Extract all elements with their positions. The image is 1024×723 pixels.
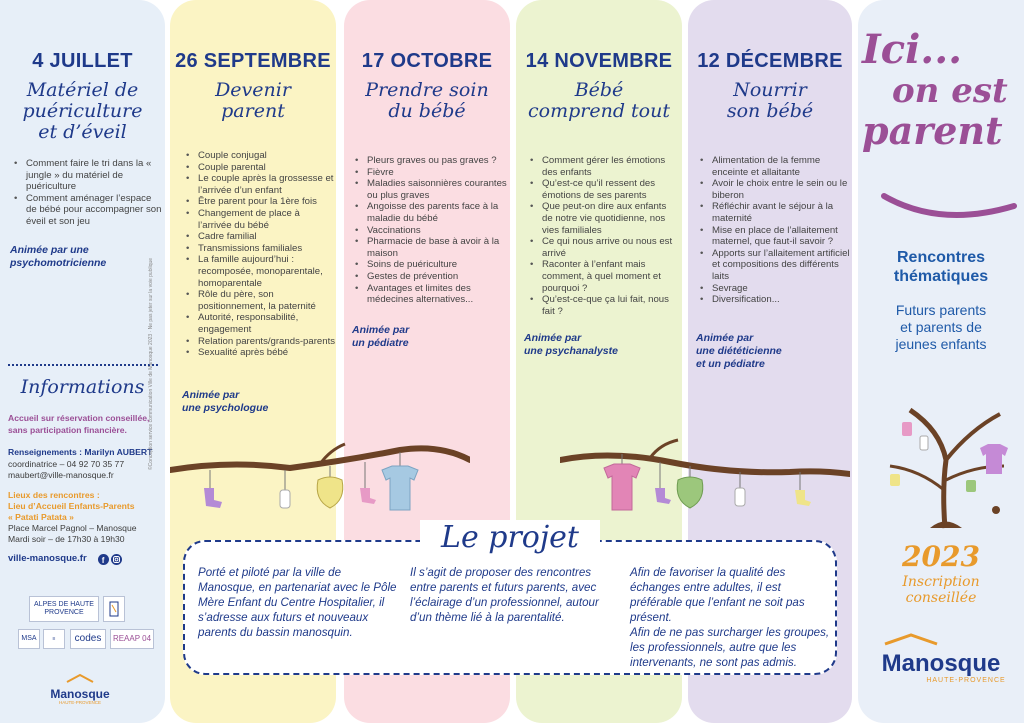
list-item: • Relation parents/grands-parents <box>186 336 336 348</box>
list-item: • Couple conjugal <box>186 150 336 162</box>
heading-line: Rencontres <box>896 249 986 266</box>
list-septembre <box>186 150 336 359</box>
theme-line: Prendre soin <box>365 79 489 101</box>
list-item: • Réfléchir avant le séjour à la maternité <box>700 201 850 224</box>
info-title: Informations <box>20 376 145 398</box>
list-item: • Mise en place de l’allaitement maternel, que faut-il savoir ? <box>700 225 850 248</box>
info-line: sans participation financière. <box>8 424 127 435</box>
logo-msa-text: MSA <box>21 635 37 642</box>
animator-line: un pédiatre <box>352 337 409 349</box>
list-novembre <box>530 155 678 317</box>
sock-icon <box>204 470 222 508</box>
list-item: • Ce qui nous arrive ou nous est arrivé <box>530 236 678 259</box>
manosque-small-sub: HAUTE-PROVENCE <box>58 700 101 705</box>
svg-text:f: f <box>101 556 105 565</box>
list-item: • Maladies saisonnières courantes ou plus graves <box>355 178 507 201</box>
logo-msa <box>18 629 40 649</box>
list-item: • La famille aujourd’hui : recomposée, monoparentale, homoparentale <box>186 254 336 289</box>
sock-icon <box>360 462 376 504</box>
theme-line: son bébé <box>726 100 814 122</box>
brand-line: on est <box>892 71 1008 111</box>
sock-icon <box>795 472 811 506</box>
logo-codes-text: codes <box>74 633 102 644</box>
animator-line: Animée par <box>524 332 582 344</box>
date-novembre: 14 NOVEMBRE <box>525 50 673 72</box>
inscription <box>858 574 1024 606</box>
logo-emblem <box>103 596 125 622</box>
list-item: • Fièvre <box>355 167 507 179</box>
instagram-icon[interactable] <box>111 552 122 570</box>
list-item: • Couple parental <box>186 162 336 174</box>
onesie-blue-icon <box>382 452 418 510</box>
list-item: • Avoir le choix entre le sein ou le biberon <box>700 178 850 201</box>
theme-line: du bébé <box>388 100 466 122</box>
logo-reaap-text: REAAP 04 <box>112 634 152 643</box>
logo-manosque-large <box>858 632 1024 684</box>
manosque-roof-icon <box>65 673 95 683</box>
theme-novembre <box>516 80 682 122</box>
list-item: • Avantages et limites des médecines alternatives... <box>355 283 507 306</box>
list-item: • Vaccinations <box>355 225 507 237</box>
contact-label: Renseignements : Marilyn AUBERT <box>8 447 153 457</box>
list-item: • Alimentation de la femme enceinte et allaitante <box>700 155 850 178</box>
animator-septembre <box>182 389 332 415</box>
list-item: • Comment faire le tri dans la « jungle » du matériel de puériculture <box>14 158 162 193</box>
animator-decembre <box>696 332 846 371</box>
credit-text: ©Conception service communication Ville de Manosque 2023 · Ne pas jeter sur la voie publique <box>148 257 154 470</box>
branch-right-illustration <box>560 430 850 530</box>
animator-line: psychomotricienne <box>10 257 107 269</box>
list-item: • Cadre familial <box>186 231 336 243</box>
list-item: • Apports sur l’allaitement artificiel et compositions des différents laits <box>700 248 850 283</box>
info-places <box>8 490 168 545</box>
inscription-line: conseillée <box>905 590 977 606</box>
list-item: • Diversification... <box>700 294 850 306</box>
brand-swoosh <box>880 192 1020 222</box>
places-line: Mardi soir – de 17h30 à 19h30 <box>8 534 125 544</box>
heading-line: thématiques <box>893 268 989 285</box>
animator-juillet <box>10 244 160 270</box>
list-juillet <box>14 158 162 228</box>
list-octobre <box>355 155 507 306</box>
date-juillet: 4 JUILLET <box>32 50 133 72</box>
bottle-icon <box>735 472 745 506</box>
list-item: • Qu’est-ce-que ça lui fait, nous fait ? <box>530 294 678 317</box>
brand-line: parent <box>862 108 1003 153</box>
date-decembre: 12 DÉCEMBRE <box>697 50 843 72</box>
projet-col-3-para: Afin de ne pas surcharger les groupes, les professionnels, autre que les intervenants, ne sont pas admis. <box>630 626 830 669</box>
list-item: • Autorité, responsabilité, engagement <box>186 312 336 335</box>
places-line: Place Marcel Pagnol – Manosque <box>8 523 137 533</box>
animator-octobre <box>352 324 502 350</box>
onesie-purple-icon <box>980 444 1008 474</box>
animator-line: Animée par une <box>10 244 89 256</box>
facebook-icon[interactable] <box>98 552 109 570</box>
sock-icon <box>655 462 671 504</box>
projet-title: Le projet <box>420 520 600 555</box>
sub-line: et parents de <box>900 319 982 335</box>
animator-line: une psychanalyste <box>524 345 618 357</box>
list-item: • Le couple après la grossesse et l’arrivée d’un enfant <box>186 173 336 196</box>
animator-line: une psychologue <box>182 402 269 414</box>
projet-col-3-para: Afin de favoriser la qualité des échanges entre adultes, il est préférable que l’enfant ne soit pas présent. <box>630 566 805 624</box>
sub-line: Futurs parents <box>895 302 987 318</box>
theme-line: puériculture <box>22 100 143 122</box>
list-item: • Changement de place à l’arrivée du bébé <box>186 208 336 231</box>
logo-manosque-small <box>40 670 120 705</box>
list-item: • Raconter à l’enfant mais comment, à quel moment et pourquoi ? <box>530 259 678 294</box>
projet-col-1: Porté et piloté par la ville de Manosque, en partenariat avec le Pôle Mère Enfant du Centre Hospitalier, il s’adresse aux futurs et nouveaux parents du bassin manosquin. <box>198 566 397 639</box>
list-item: • Rôle du père, son positionnement, la paternité <box>186 289 336 312</box>
list-item: • Qu’est-ce qu’il ressent des émotions de ses parents <box>530 178 678 201</box>
animator-line: et un pédiatre <box>696 358 765 370</box>
list-item: • Être parent pour la 1ère fois <box>186 196 336 208</box>
list-item: • Gestes de prévention <box>355 271 507 283</box>
heading-rencontres <box>858 248 1024 286</box>
list-item: • Transmissions familiales <box>186 243 336 255</box>
year: 2023 <box>902 540 980 573</box>
list-item: • Comment aménager l’espace de bébé pour accompagner son éveil et son jeu <box>14 193 162 228</box>
logo-sante: ≡ <box>43 629 65 649</box>
manosque-roof-icon <box>881 632 941 646</box>
list-item: • Angoisse des parents face à la maladie du bébé <box>355 201 507 224</box>
info-line: Accueil sur réservation conseillée, <box>8 413 150 423</box>
list-item: • Pleurs graves ou pas graves ? <box>355 155 507 167</box>
theme-line: Matériel de <box>26 79 139 101</box>
list-item: • Pharmacie de base à avoir à la maison <box>355 236 507 259</box>
theme-septembre <box>170 80 336 122</box>
theme-line: Bébé <box>574 79 624 101</box>
branch-left-illustration <box>170 430 470 530</box>
credit-wrap <box>148 257 154 480</box>
logo-reaap <box>110 629 154 649</box>
places-label: Lieu d’Accueil Enfants-Parents <box>8 501 135 511</box>
animator-line: Animée par <box>182 389 240 401</box>
info-reservation <box>8 413 168 436</box>
animator-line: Animée par <box>352 324 410 336</box>
date-octobre: 17 OCTOBRE <box>361 50 493 72</box>
flower-icon <box>992 506 1000 514</box>
sub-heading <box>858 302 1024 353</box>
theme-line: comprend tout <box>528 100 670 122</box>
projet-col-2: Il s’agit de proposer des rencontres entre parents et futurs parents, avec l’éclairage d’un professionnel, autour d’un thème lié à la parentalité. <box>410 566 599 624</box>
theme-octobre <box>344 80 510 122</box>
list-item: • Sexualité après bébé <box>186 347 336 359</box>
date-septembre: 26 SEPTEMBRE <box>175 50 331 72</box>
animator-line: Animée par <box>696 332 754 344</box>
projet-col-3 <box>630 565 830 670</box>
logo-codes <box>70 629 106 649</box>
manosque-sub: HAUTE-PROVENCE <box>926 677 1006 684</box>
places-label: Lieux des rencontres : <box>8 490 100 500</box>
contact-email[interactable]: maubert@ville-manosque.fr <box>8 470 114 480</box>
bib-icon <box>317 466 343 508</box>
theme-line: Nourrir <box>733 79 807 101</box>
logo-alpes-text: ALPES DE HAUTE PROVENCE <box>34 601 94 616</box>
animator-novembre <box>524 332 674 358</box>
logo-alpes <box>29 596 99 622</box>
theme-line: et d’éveil <box>38 121 127 143</box>
theme-decembre <box>688 80 852 122</box>
bib-icon <box>677 466 703 508</box>
places-label: « Patati Patata » <box>8 512 74 522</box>
list-item: • Comment gérer les émotions des enfants <box>530 155 678 178</box>
sub-line: jeunes enfants <box>895 336 987 352</box>
website-link[interactable]: ville-manosque.fr <box>8 553 87 564</box>
manosque-small-text: Manosque <box>50 687 110 701</box>
list-item: • Que peut-on dire aux enfants de notre vie quotidienne, nos vies familiales <box>530 201 678 236</box>
theme-juillet <box>0 80 165 143</box>
theme-line: Devenir <box>215 79 291 101</box>
onesie-pink-icon <box>604 454 640 510</box>
list-decembre <box>700 155 850 306</box>
tree-illustration <box>870 370 1020 530</box>
contact-phone: coordinatrice – 04 92 70 35 77 <box>8 458 125 469</box>
list-item: • Sevrage <box>700 283 850 295</box>
bottle-icon <box>280 470 290 508</box>
theme-line: parent <box>221 100 285 122</box>
brand-line: Ici... <box>862 26 963 73</box>
animator-line: une diététicienne <box>696 345 782 357</box>
list-item: • Soins de puériculture <box>355 259 507 271</box>
divider <box>8 364 158 366</box>
manosque-text: Manosque <box>881 650 1001 677</box>
inscription-line: Inscription <box>902 574 980 590</box>
brand-title <box>862 28 1022 152</box>
info-contact <box>8 447 168 482</box>
